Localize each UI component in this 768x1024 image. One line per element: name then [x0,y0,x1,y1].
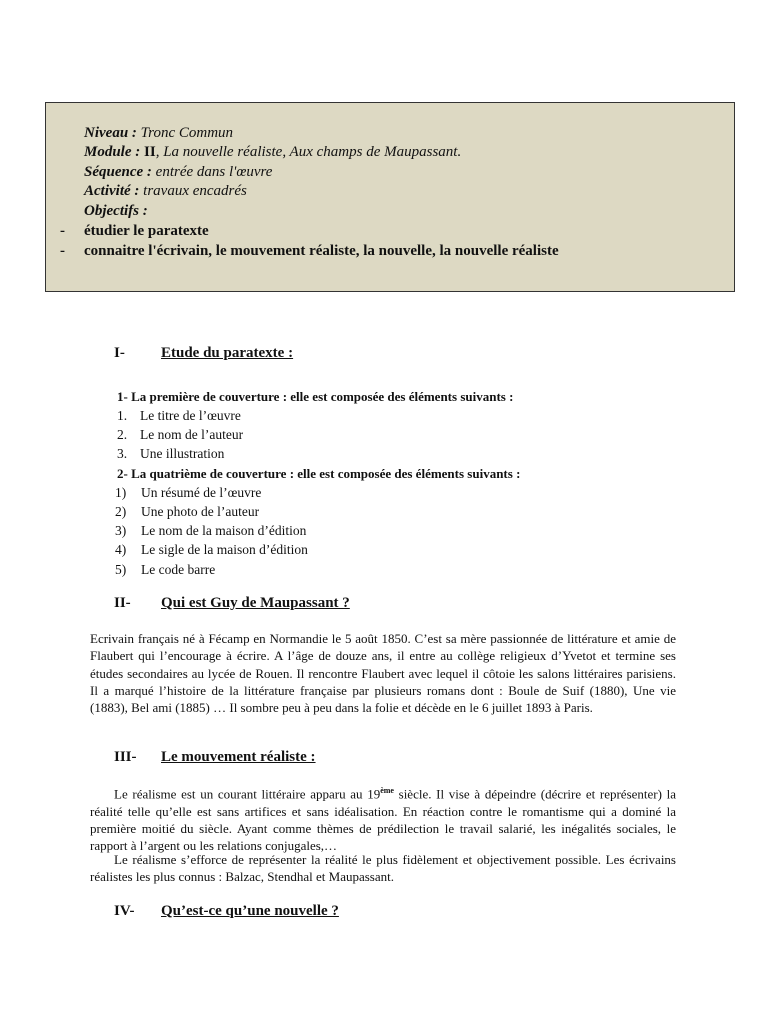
list-number: 2) [115,504,127,519]
realism-text-rest: siècle. Il vise à dépeindre (décrire et représenter) la réalité telle qu’elle est sans artifices et sans idéalisation. En réaction contre le romantisme qui a dominé la première moitié du siècle. Ayant comme thèmes de prédilection le travail salarié, les inégalités sociales, le rapport à l’argent ou les relations conjugales,… [90,786,676,854]
list-text: Une photo de l’auteur [141,504,260,519]
activite-line [84,183,247,200]
module-label: Module : [84,144,141,160]
sequence-line [84,164,272,181]
objectifs-line [84,203,148,220]
list-number: 3. [117,446,128,461]
subheading-first-cover: 1- La première de couverture : elle est composée des éléments suivants : [117,389,514,404]
objective-bullet: - [60,223,65,239]
header-box [45,102,735,292]
list-text: Le nom de l’auteur [140,427,244,442]
list-number: 5) [115,562,127,577]
superscript-eme: ème [380,786,394,795]
biography-paragraph: Ecrivain français né à Fécamp en Normandie le 5 août 1850. C’est sa mère passionnée de littérature et amie de Flaubert qui l’encourage à écrire. A l’âge de douze ans, il entre au collège religieux d’Yvetot et termine ses études secondaires au lycée de Rouen. Il rencontre Flaubert avec lequel il côtoie les salons littéraires parisiens. Il a marqué l’histoire de la littérature française par plusieurs romans dont : Boule de Suif (1880), Une vie (1883), Bel ami (1885) … Il sombre peu à peu dans la folie et décède en le 6 juillet 1893 à Paris. [90,631,676,716]
list-number: 4) [115,542,127,557]
activite-label: Activité : [84,183,140,199]
list-text: Le sigle de la maison d’édition [141,542,308,557]
section-number: III- [114,749,137,765]
section-title: Qui est Guy de Maupassant ? [161,595,350,611]
section-number: IV- [114,903,135,919]
section-title: Etude du paratexte : [161,345,294,361]
niveau-label: Niveau : [84,125,137,141]
objective-bullet: - [60,243,65,259]
subheading-fourth-cover: 2- La quatrième de couverture : elle est composée des éléments suivants : [117,466,521,481]
module-number: II [140,144,156,160]
list-number: 1) [115,485,127,500]
section-heading [114,595,514,615]
section-heading [114,749,514,769]
list-number: 1. [117,408,128,423]
list-text: Une illustration [140,446,225,461]
list-text: Un résumé de l’œuvre [141,485,262,500]
list-text: Le code barre [141,562,216,577]
sequence-value: entrée dans l'œuvre [151,164,273,180]
objective-item: connaitre l'écrivain, le mouvement réaliste, la nouvelle, la nouvelle réaliste [84,243,559,259]
section-number: II- [114,595,131,611]
module-line [84,144,461,161]
list-text: Le titre de l’œuvre [140,408,241,423]
realism-paragraph-2: Le réalisme s’efforce de représenter la réalité le plus fidèlement et objectivement possible. Les écrivains réalistes les plus connus : Balzac, Stendhal et Maupassant. [90,852,676,885]
realism-text-start: Le réalisme est un courant littéraire apparu au 19 [114,786,381,802]
list-text: Le nom de la maison d’édition [141,523,307,538]
activite-value: travaux encadrés [139,183,247,199]
section-heading [114,345,514,365]
list-number: 3) [115,523,127,538]
section-heading [114,903,514,923]
niveau-line [84,125,233,142]
objective-item: étudier le paratexte [84,223,209,239]
section-number: I- [114,345,125,361]
list-number: 2. [117,427,128,442]
sequence-label: Séquence : [84,164,152,180]
realism-paragraph [90,782,676,855]
objectifs-label: Objectifs : [84,203,148,219]
niveau-value: Tronc Commun [136,125,234,141]
section-title: Le mouvement réaliste : [161,749,316,765]
section-title: Qu’est-ce qu’une nouvelle ? [161,903,339,919]
module-value: , La nouvelle réaliste, Aux champs de Maupassant. [155,144,462,160]
